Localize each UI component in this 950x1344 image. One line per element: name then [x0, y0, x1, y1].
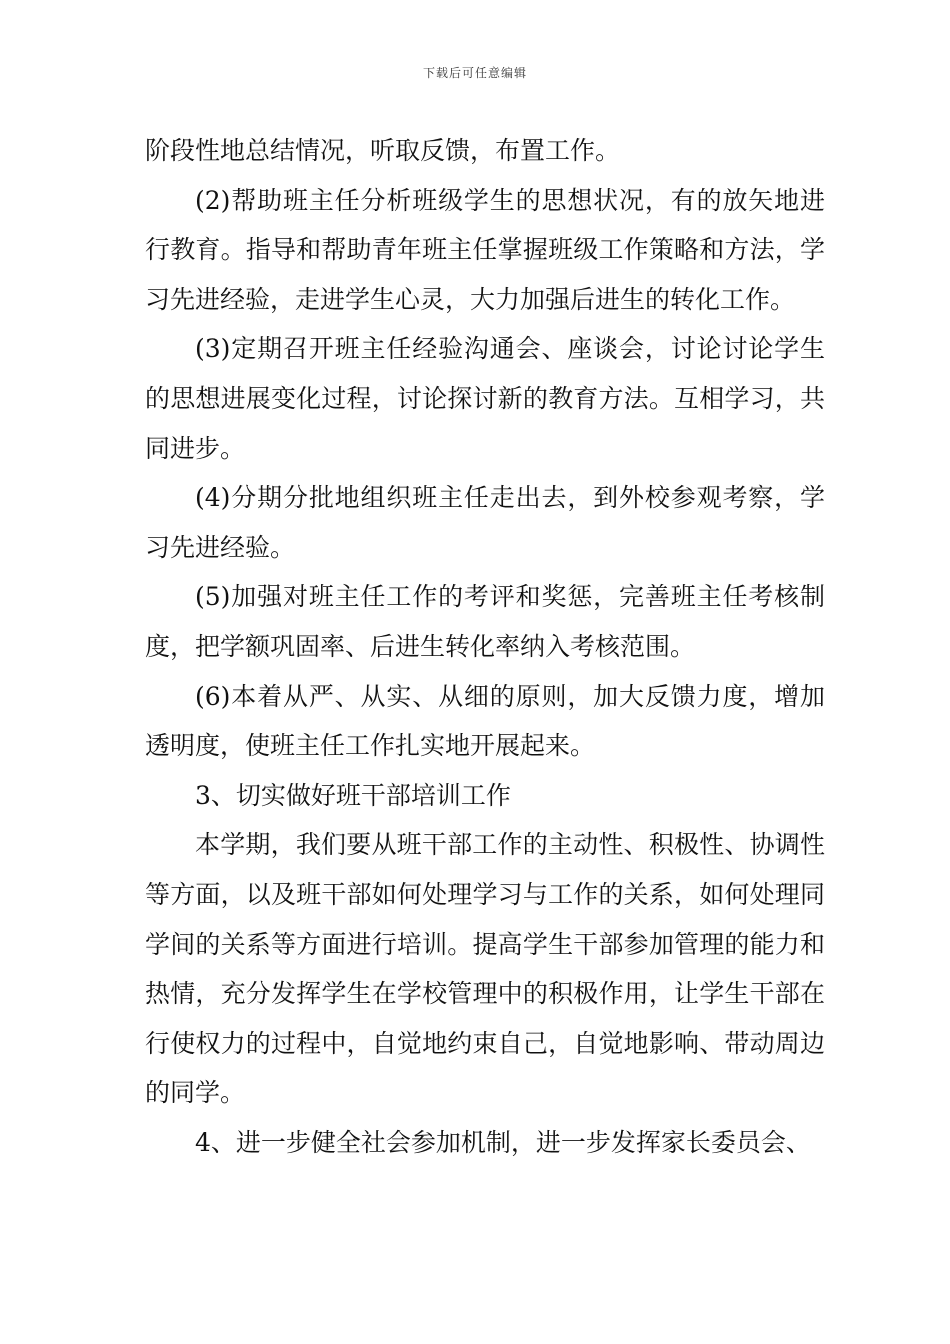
section-heading-3: 3、切实做好班干部培训工作 [195, 780, 511, 810]
paragraph-item-6: (6)本着从严、从实、从细的原则，加大反馈力度，增加透明度，使班主任工作扎实地开展起来。 [145, 681, 825, 761]
paragraph-section-3-body: 本学期，我们要从班干部工作的主动性、积极性、协调性等方面，以及班干部如何处理学习与工作的关系，如何处理同学间的关系等方面进行培训。提高学生干部参加管理的能力和热情，充分发挥学生在学校管理中的积极作用，让学生干部在行使权力的过程中，自觉地约束自己，自觉地影响、带动周边的同学。 [145, 830, 825, 1108]
paragraph-continuation: 阶段性地总结情况，听取反馈，布置工作。 [145, 136, 621, 165]
paragraph-item-5: (5)加强对班主任工作的考评和奖惩，完善班主任考核制度，把学额巩固率、后进生转化率纳入考核范围。 [145, 582, 825, 661]
page-header: 下载后可任意编辑 [422, 66, 527, 80]
paragraph-item-4: (4)分期分批地组织班主任走出去，到外校参观考察，学习先进经验。 [145, 483, 825, 562]
document-body [145, 126, 825, 1167]
paragraph-item-3: (3)定期召开班主任经验沟通会、座谈会，讨论讨论学生的思想进展变化过程，讨论探讨新的教育方法。互相学习，共同进步。 [145, 334, 825, 463]
section-heading-4: 4、进一步健全社会参加机制，进一步发挥家长委员会、 [195, 1127, 811, 1157]
paragraph-item-2: (2)帮助班主任分析班级学生的思想状况，有的放矢地进行教育。指导和帮助青年班主任掌握班级工作策略和方法，学习先进经验，走进学生心灵，大力加强后进生的转化工作。 [145, 185, 825, 314]
